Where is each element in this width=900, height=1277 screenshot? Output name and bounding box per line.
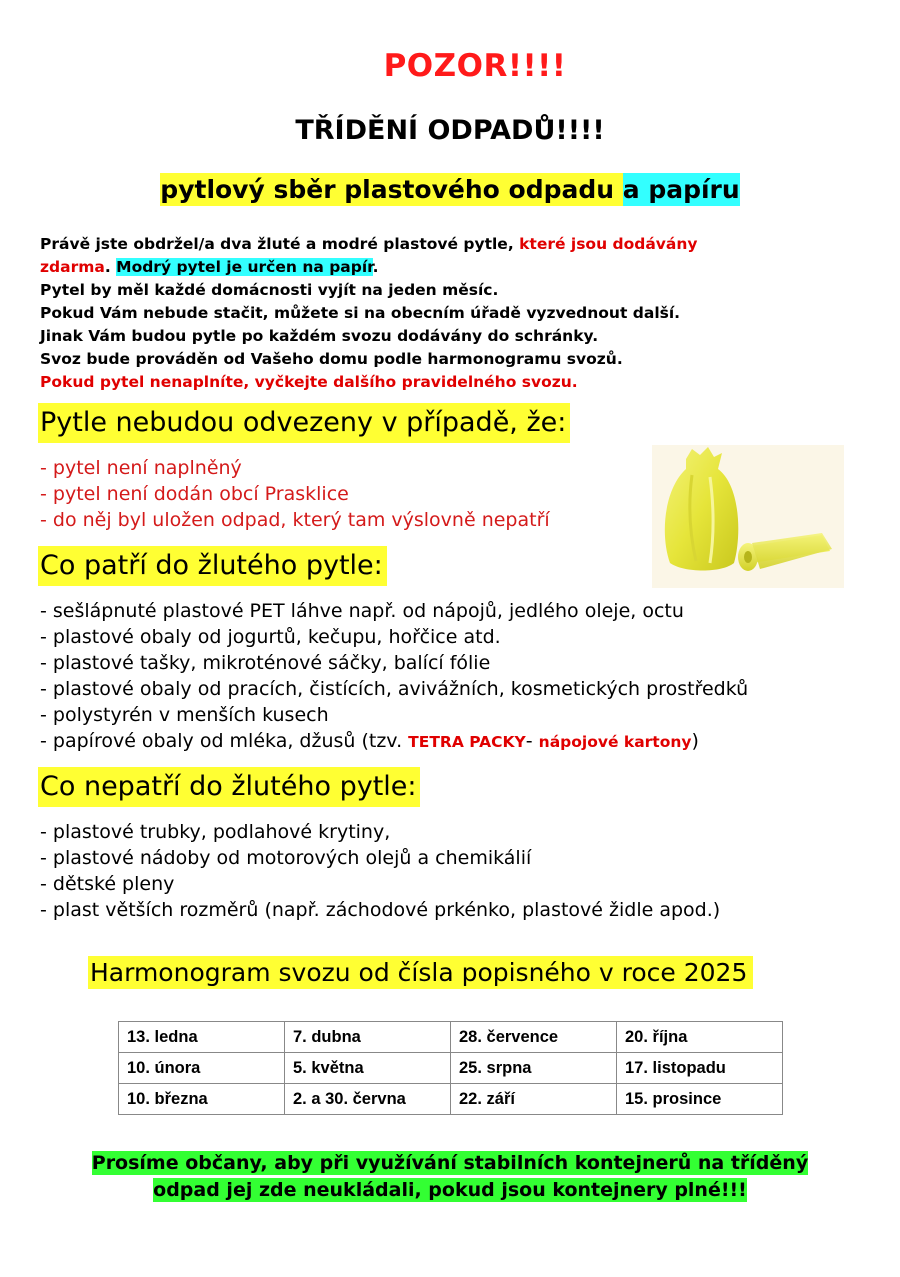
table-row <box>119 1022 783 1053</box>
list-item-dash: - <box>525 730 539 752</box>
intro-line4: Pokud Vám nebude stačit, můžete si na obecním úřadě vyzvednout další. <box>40 304 681 322</box>
intro-dot: . <box>104 258 117 276</box>
table-row <box>119 1084 783 1115</box>
page-title: TŘÍDĚNÍ ODPADŮ!!!! <box>295 115 605 146</box>
heading-not-belongs: Co nepatří do žlutého pytle: <box>38 767 420 807</box>
belongs-list <box>40 598 748 755</box>
not-collected-list <box>40 455 550 533</box>
list-item: - pytel není dodán obcí Prasklice <box>40 483 349 505</box>
table-cell: 15. prosince <box>617 1084 783 1115</box>
table-cell: 28. července <box>451 1022 617 1053</box>
list-item: - dětské pleny <box>40 873 175 895</box>
intro-paragraph <box>40 233 840 394</box>
footer-line1: Prosíme občany, aby při využívání stabilních kontejnerů na tříděný <box>91 1152 809 1174</box>
list-item <box>40 728 748 755</box>
intro-line7: Pokud pytel nenaplníte, vyčkejte dalšího pravidelného svozu. <box>40 373 578 391</box>
footer-note <box>0 1150 900 1204</box>
list-item: - do něj byl uložen odpad, který tam výslovně nepatří <box>40 509 550 531</box>
intro-line6: Svoz bude prováděn od Vašeho domu podle harmonogramu svozů. <box>40 350 623 368</box>
heading-belongs: Co patří do žlutého pytle: <box>38 546 387 586</box>
list-item: - plastové tašky, mikroténové sáčky, balící fólie <box>40 652 491 674</box>
list-item: - plast větších rozměrů (např. záchodové prkénko, plastové židle apod.) <box>40 899 721 921</box>
table-cell: 5. května <box>285 1053 451 1084</box>
footer-line2: odpad jej zde neukládali, pokud jsou kontejnery plné!!! <box>153 1179 747 1201</box>
intro-line5: Jinak Vám budou pytle po každém svozu dodávány do schránky. <box>40 327 599 345</box>
intro-free-word: zdarma <box>40 258 105 276</box>
not-belongs-list <box>40 819 720 923</box>
list-item-text: - papírové obaly od mléka, džusů (tzv. <box>40 730 409 752</box>
table-cell: 10. února <box>119 1053 285 1084</box>
table-cell: 13. ledna <box>119 1022 285 1053</box>
table-cell: 20. října <box>617 1022 783 1053</box>
list-item: - polystyrén v menších kusech <box>40 704 329 726</box>
beverage-cartons-label: nápojové kartony <box>538 733 692 751</box>
list-item: - pytel není naplněný <box>40 457 242 479</box>
table-cell: 17. listopadu <box>617 1053 783 1084</box>
yellow-bag-image <box>652 445 844 588</box>
subtitle <box>0 175 900 204</box>
heading-not-collected: Pytle nebudou odvezeny v případě, že: <box>38 403 570 443</box>
schedule-year: 2025 <box>683 958 748 987</box>
intro-period: . <box>372 258 379 276</box>
tetra-pack-label: TETRA PACKY <box>408 733 526 751</box>
schedule-table <box>118 1021 783 1115</box>
warning-title: POZOR!!!! <box>383 48 567 84</box>
subtitle-plastic: pytlový sběr plastového odpadu <box>160 175 623 204</box>
intro-free-note: které jsou dodávány <box>519 235 698 253</box>
intro-blue-bag-note: Modrý pytel je určen na papír <box>116 258 373 276</box>
table-cell: 10. března <box>119 1084 285 1115</box>
table-cell: 25. srpna <box>451 1053 617 1084</box>
list-item-end: ) <box>691 730 699 752</box>
list-item: - plastové nádoby od motorových olejů a chemikálií <box>40 847 532 869</box>
schedule-title-text: Harmonogram svozu od čísla popisného v roce <box>90 958 676 987</box>
table-row <box>119 1053 783 1084</box>
table-cell: 22. září <box>451 1084 617 1115</box>
schedule-title <box>88 956 753 989</box>
list-item: - plastové obaly od jogurtů, kečupu, hořčice atd. <box>40 626 501 648</box>
table-cell: 2. a 30. června <box>285 1084 451 1115</box>
table-cell: 7. dubna <box>285 1022 451 1053</box>
list-item: - plastové obaly od pracích, čistících, avivážních, kosmetických prostředků <box>40 678 749 700</box>
list-item: - plastové trubky, podlahové krytiny, <box>40 821 391 843</box>
intro-line3: Pytel by měl každé domácnosti vyjít na jeden měsíc. <box>40 281 499 299</box>
list-item: - sešlápnuté plastové PET láhve např. od nápojů, jedlého oleje, octu <box>40 600 684 622</box>
subtitle-paper: a papíru <box>622 175 740 204</box>
intro-line1: Právě jste obdržel/a dva žluté a modré plastové pytle, <box>40 235 520 253</box>
